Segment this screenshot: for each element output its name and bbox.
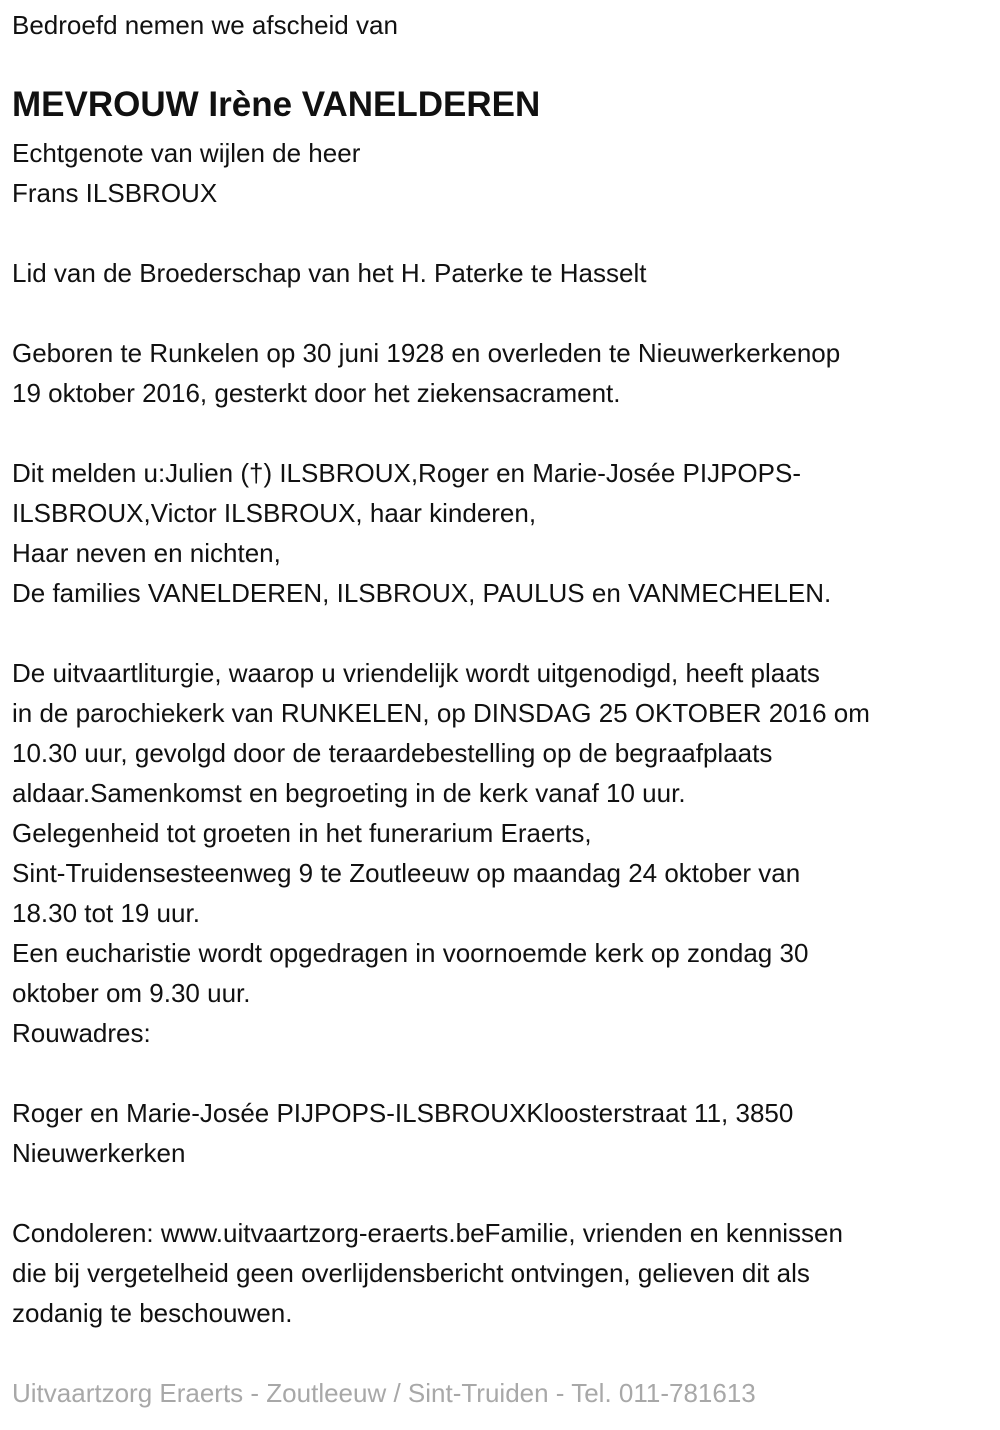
ceremony-line: in de parochiekerk van RUNKELEN, op DINSDAG 25 OKTOBER 2016 om <box>12 698 870 728</box>
family-line: ILSBROUX,Victor ILSBROUX, haar kinderen, <box>12 498 537 528</box>
address-line: Nieuwerkerken <box>12 1138 186 1168</box>
footer-text: Uitvaartzorg Eraerts - Zoutleeuw / Sint-Truiden - Tel. 011-781613 <box>12 1378 756 1408</box>
condolences-line: Condoleren: www.uitvaartzorg-eraerts.beFamilie, vrienden en kennissen <box>12 1218 843 1248</box>
ceremony-line: Gelegenheid tot groeten in het funerarium Eraerts, <box>12 818 592 848</box>
spouse-line: Frans ILSBROUX <box>12 178 218 208</box>
ceremony-line: 18.30 tot 19 uur. <box>12 898 200 928</box>
intro-text: Bedroefd nemen we afscheid van <box>12 10 398 40</box>
spouse-line: Echtgenote van wijlen de heer <box>12 138 361 168</box>
birth-death-line: Geboren te Runkelen op 30 juni 1928 en overleden te Nieuwerkerkenop <box>12 338 841 368</box>
ceremony-line: Een eucharistie wordt opgedragen in voornoemde kerk op zondag 30 <box>12 938 809 968</box>
address-line: Roger en Marie-Josée PIJPOPS-ILSBROUXKloosterstraat 11, 3850 <box>12 1098 794 1128</box>
birth-death-line: 19 oktober 2016, gesterkt door het ziekensacrament. <box>12 378 621 408</box>
ceremony-line: aldaar.Samenkomst en begroeting in de kerk vanaf 10 uur. <box>12 778 686 808</box>
membership-text: Lid van de Broederschap van het H. Paterke te Hasselt <box>12 258 647 288</box>
condolences-line: zodanig te beschouwen. <box>12 1298 293 1328</box>
ceremony-line: Sint-Truidensesteenweg 9 te Zoutleeuw op maandag 24 oktober van <box>12 858 801 888</box>
family-line: Haar neven en nichten, <box>12 538 281 568</box>
family-line: De families VANELDEREN, ILSBROUX, PAULUS en VANMECHELEN. <box>12 578 832 608</box>
deceased-name: MEVROUW Irène VANELDEREN <box>12 85 541 124</box>
condolences-line: die bij vergetelheid geen overlijdensbericht ontvingen, gelieven dit als <box>12 1258 810 1288</box>
ceremony-line: 10.30 uur, gevolgd door de teraardebestelling op de begraafplaats <box>12 738 773 768</box>
ceremony-line: oktober om 9.30 uur. <box>12 978 251 1008</box>
family-line: Dit melden u:Julien (†) ILSBROUX,Roger en Marie-Josée PIJPOPS- <box>12 458 801 488</box>
ceremony-line: De uitvaartliturgie, waarop u vriendelijk wordt uitgenodigd, heeft plaats <box>12 658 820 688</box>
ceremony-line: Rouwadres: <box>12 1018 151 1048</box>
